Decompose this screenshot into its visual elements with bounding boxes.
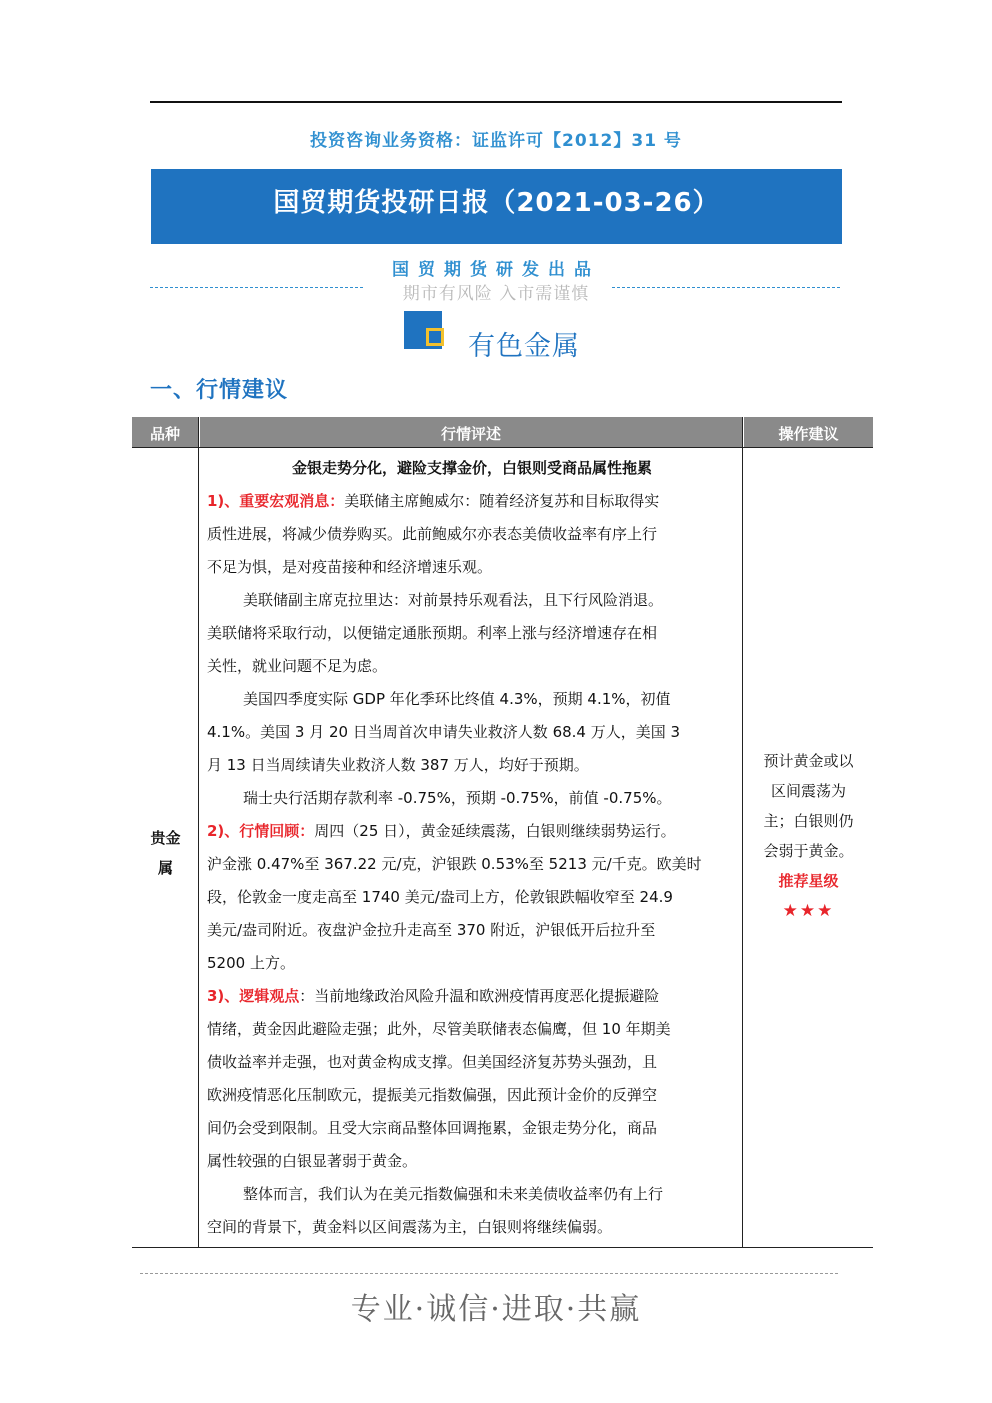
footer-motto: 专业·诚信·进取·共赢: [350, 1292, 642, 1327]
column-header-commentary: 行情评述: [200, 417, 742, 447]
commentary-line: 属性较强的白银显著弱于黄金。: [207, 1152, 418, 1170]
commentary-line: 债收益率并走强，也对黄金构成支撑。但美国经济复苏势头强劲，且: [207, 1053, 658, 1071]
commentary-line: 关性，就业问题不足为虑。: [207, 657, 388, 675]
section-heading: 一、行情建议: [150, 378, 289, 403]
commentary-line: 美联储副主席克拉里达：对前景持乐观看法，且下行风险消退。: [243, 591, 664, 609]
table-divider: [742, 417, 743, 1247]
qualification-text: 投资咨询业务资格：证监许可【2012】31 号: [310, 131, 682, 151]
logic-view-label: 3)、逻辑观点: [207, 987, 300, 1005]
commentary-line: 2)、行情回顾：周四（25 日），黄金延续震荡，白银则继续弱势运行。: [207, 822, 676, 840]
commentary-line: 美元/盎司附近。夜盘沪金拉升走高至 370 附近，沪银低开后拉升至: [207, 921, 656, 939]
publisher-text: 国贸期货研发出品: [392, 260, 600, 280]
commentary-line: 间仍会受到限制。且受大宗商品整体回调拖累，金银走势分化，商品: [207, 1119, 658, 1137]
risk-warning: 期市有风险 入市需谨慎: [402, 284, 590, 304]
advice-cell: [744, 746, 873, 926]
section-title: 有色金属: [468, 331, 580, 362]
commentary-title: 金银走势分化，避险支撑金价，白银则受商品属性拖累: [291, 459, 652, 477]
advice-line: 主；白银则仍: [763, 812, 854, 830]
macro-news-label: 1)、重要宏观消息：: [207, 492, 345, 510]
column-header-variety: 品种: [132, 417, 198, 447]
report-title-banner: 国贸期货投研日报（2021-03-26）: [151, 169, 842, 244]
star-rating: ★★★: [782, 901, 835, 921]
commentary-line: 瑞士央行活期存款利率 -0.75%，预期 -0.75%，前值 -0.75%。: [243, 789, 672, 807]
advice-line: 会弱于黄金。: [763, 842, 854, 860]
market-review-label: 2)、行情回顾：: [207, 822, 315, 840]
column-header-advice: 操作建议: [744, 417, 873, 447]
commentary-line: 情绪，黄金因此避险走强；此外，尽管美联储表态偏鹰，但 10 年期美: [207, 1020, 671, 1038]
commentary-line: 3)、逻辑观点：当前地缘政治风险升温和欧洲疫情再度恶化提振避险: [207, 987, 660, 1005]
recommendation-label: 推荐星级: [778, 872, 839, 890]
variety-line: 属: [157, 859, 173, 877]
advice-line: 区间震荡为: [770, 782, 846, 800]
commentary-line: 沪金涨 0.47%至 367.22 元/克，沪银跌 0.53%至 5213 元/千克。欧美时: [207, 855, 702, 873]
commentary-line: 空间的背景下，黄金料以区间震荡为主，白银则将继续偏弱。: [207, 1218, 613, 1236]
commentary-line: 4.1%。美国 3 月 20 日当周首次申请失业救济人数 68.4 万人，美国 3: [207, 723, 681, 741]
commentary-line: 整体而言，我们认为在美元指数偏强和未来美债收益率仍有上行: [243, 1185, 664, 1203]
commentary-line: 美联储将采取行动，以便锚定通胀预期。利率上涨与经济增速存在相: [207, 624, 658, 642]
variety-cell: [132, 823, 199, 883]
commentary-line: 欧洲疫情恶化压制欧元，提振美元指数偏强，因此预计金价的反弹空: [207, 1086, 658, 1104]
section-logo-accent: [426, 328, 444, 346]
commentary-line: 5200 上方。: [207, 954, 295, 972]
commentary-line: 段，伦敦金一度走高至 1740 美元/盎司上方，伦敦银跌幅收窄至 24.9: [207, 888, 673, 906]
table-header-rule: [132, 447, 873, 448]
commentary-line: 美国四季度实际 GDP 年化季环比终值 4.3%，预期 4.1%，初值: [243, 690, 671, 708]
variety-line: 贵金: [150, 829, 181, 847]
commentary-line: 质性进展，将减少债券购买。此前鲍威尔亦表态美债收益率有序上行: [207, 525, 658, 543]
table-bottom-rule: [132, 1247, 873, 1248]
commentary-line: 月 13 日当周续请失业救济人数 387 万人，均好于预期。: [207, 756, 589, 774]
top-rule: [150, 101, 842, 103]
commentary-line: 不足为惧，是对疫苗接种和经济增速乐观。: [207, 558, 493, 576]
commentary-line: 1)、重要宏观消息：美联储主席鲍威尔：随着经济复苏和目标取得实: [207, 492, 660, 510]
commentary-cell: [207, 452, 737, 1244]
footer-dashed-divider: [140, 1273, 838, 1274]
advice-line: 预计黄金或以: [763, 752, 854, 770]
